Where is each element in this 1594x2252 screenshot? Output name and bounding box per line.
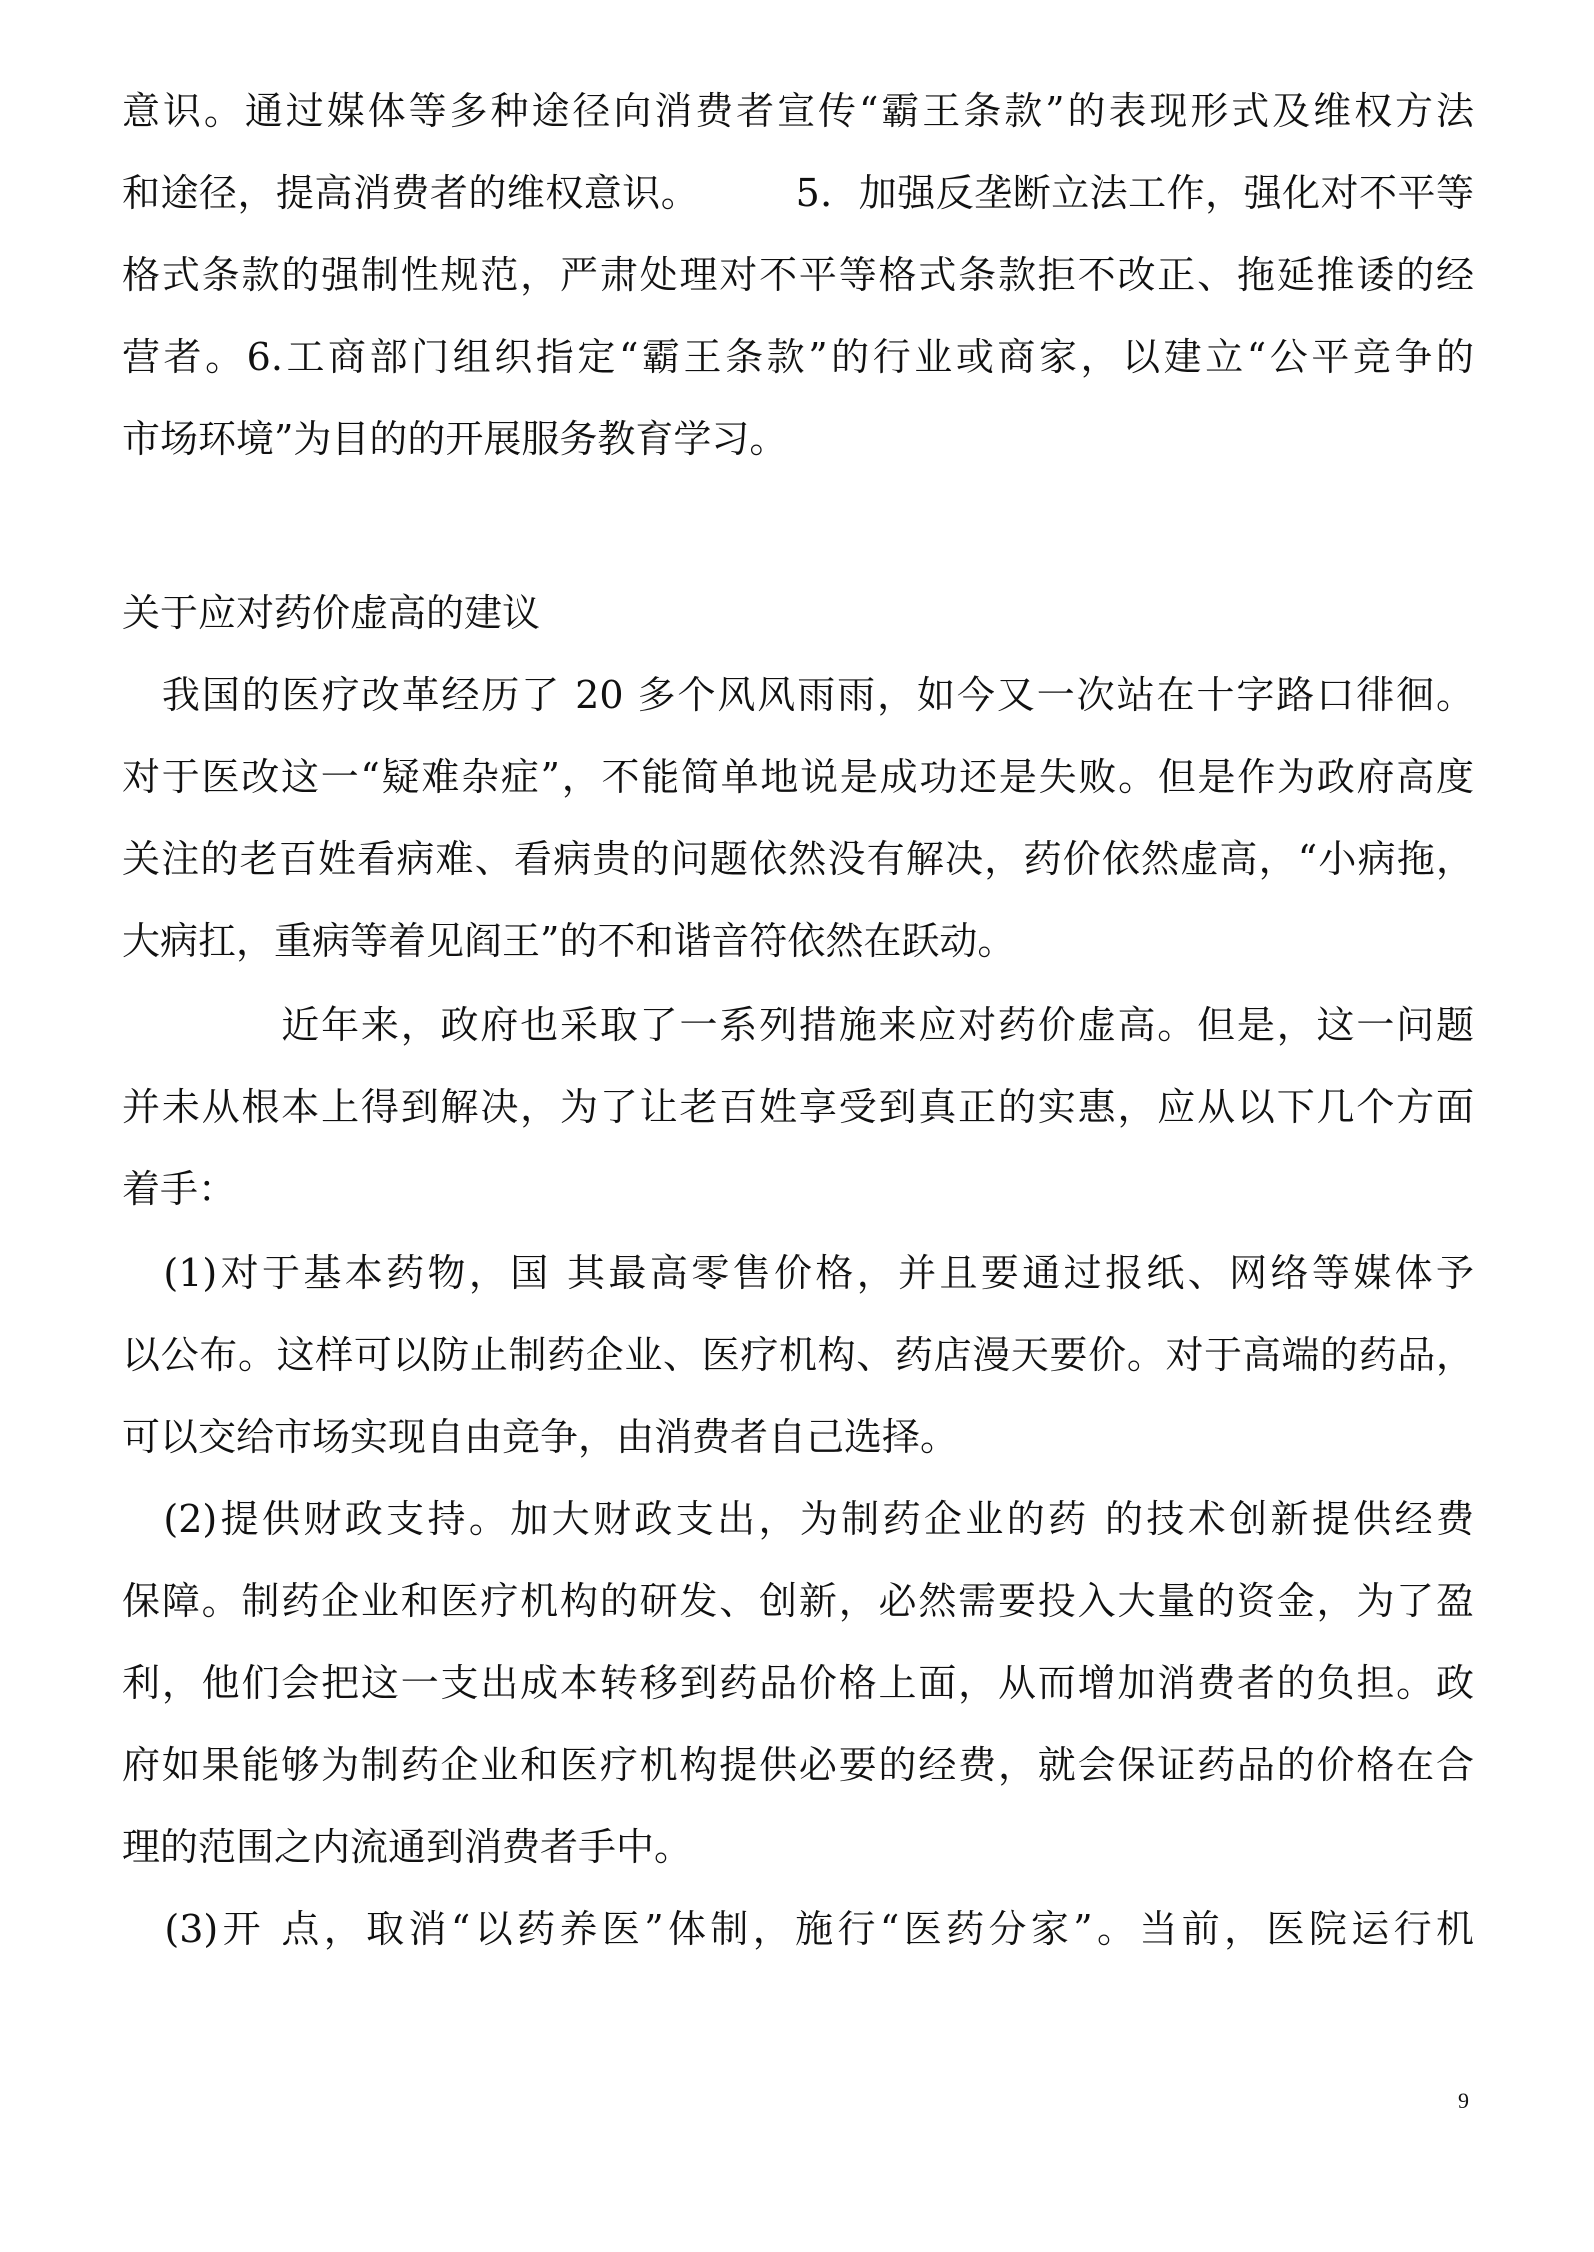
- text-line: 着手：: [122, 1167, 237, 1211]
- text-line: 保障。制药企业和医疗机构的研发、创新，必然需要投入大量的资金，为了盈: [122, 1579, 1474, 1623]
- text-line: (2)提供财政支持。加大财政支出，为制药企业的药 的技术创新提供经费: [122, 1497, 1474, 1541]
- text-line: (3)开 点，取消“以药养医”体制，施行“医药分家”。当前，医院运行机: [122, 1907, 1474, 1951]
- section-heading: 关于应对药价虚高的建议: [122, 591, 541, 635]
- text-line: 利，他们会把这一支出成本转移到药品价格上面，从而增加消费者的负担。政: [122, 1661, 1474, 1705]
- text-line: 格式条款的强制性规范，严肃处理对不平等格式条款拒不改正、拖延推诿的经: [122, 253, 1474, 297]
- text-line: 理的范围之内流通到消费者手中。: [122, 1825, 693, 1869]
- text-line: 营者。6.工商部门组织指定“霸王条款”的行业或商家，以建立“公平竞争的: [122, 335, 1474, 379]
- text-line: 府如果能够为制药企业和医疗机构提供必要的经费，就会保证药品的价格在合: [122, 1743, 1474, 1787]
- text-line: 关注的老百姓看病难、看病贵的问题依然没有解决，药价依然虚高，“小病拖，: [122, 837, 1474, 881]
- text-line: 可以交给市场实现自由竞争，由消费者自己选择。: [122, 1415, 959, 1459]
- text-line: (1)对于基本药物，国 其最高零售价格，并且要通过报纸、网络等媒体予: [122, 1251, 1474, 1295]
- text-line: 和途径，提高消费者的维权意识。 5．加强反垄断立法工作，强化对不平等: [122, 171, 1474, 215]
- text-line: 大病扛，重病等着见阎王”的不和谐音符依然在跃动。: [122, 919, 1016, 963]
- text-line: 并未从根本上得到解决，为了让老百姓享受到真正的实惠，应从以下几个方面: [122, 1085, 1474, 1129]
- text-line: 市场环境”为目的的开展服务教育学习。: [122, 417, 788, 461]
- text-line: 对于医改这一“疑难杂症”，不能简单地说是成功还是失败。但是作为政府高度: [122, 755, 1474, 799]
- text-line: 以公布。这样可以防止制药企业、医疗机构、药店漫天要价。对于高端的药品，: [122, 1333, 1474, 1377]
- page-number: 9: [1458, 2088, 1469, 2113]
- text-line: 近年来，政府也采取了一系列措施来应对药价虚高。但是，这一问题: [122, 1003, 1474, 1047]
- text-line: 意识。通过媒体等多种途径向消费者宣传“霸王条款”的表现形式及维权方法: [122, 89, 1474, 133]
- text-line: 我国的医疗改革经历了 20 多个风风雨雨，如今又一次站在十字路口徘徊。: [122, 673, 1474, 717]
